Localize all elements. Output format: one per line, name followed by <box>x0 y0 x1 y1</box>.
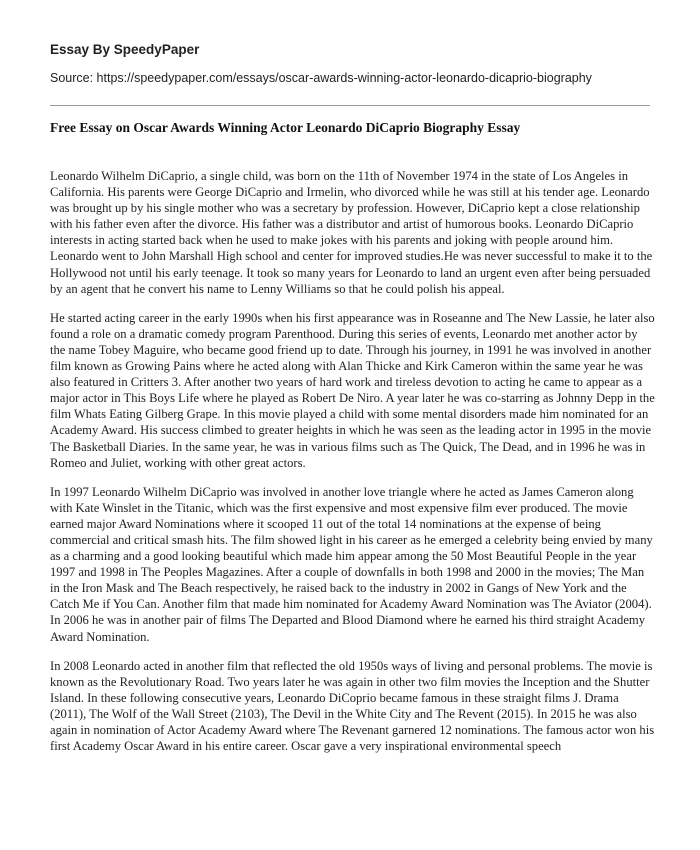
header-title: Essay By SpeedyPaper <box>50 42 200 57</box>
essay-paragraph: He started acting career in the early 1990s when his first appearance was in Roseanne and The New Lassie, he later also found a role on a dramatic comedy program Parenthood. During this series of events, Leonardo met another actor by the name Tobey Maguire, who became good friend up to date. Through his journey, in 1991 he was involved in another film known as Growing Pains where he acted along with Alan Thicke and Kirk Cameron within the same year he was also featured in Critters 3. After another two years of hard work and tireless devotion to acting he came to appear as a major actor in This Boys Life where he played as Robert De Niro. A year later he was co-starring as Johnny Depp in the film Whats Eating Gilberg Grape. In this movie played a child with some mental disorders made him nominated for an Academy Award. His success climbed to greater heights in which he was seen as the leading actor in 1995 in the movie The Basketball Diaries. In the same year, he was in various films such as The Quick, The Dead, and in 1996 he was in Romeo and Juliet, working with other great actors. <box>50 310 655 470</box>
essay-paragraph: In 2008 Leonardo acted in another film that reflected the old 1950s ways of living and personal problems. The movie is known as the Revolutionary Road. Two years later he was again in other two film movies the Inception and the Shutter Island. In these following consecutive years, Leonardo DiCoprio became famous in these straight films J. Drama (2011), The Wolf of the Wall Street (2103), The Devil in the White City and The Revent (2015). In 2015 he was also again in nomination of Actor Academy Award where The Revenant garnered 12 nominations. The famous actor won his first Academy Oscar Award in his entire career. Oscar gave a very inspirational environmental speech <box>50 658 655 754</box>
source-link[interactable]: Source: https://speedypaper.com/essays/oscar-awards-winning-actor-leonardo-dicaprio-biography <box>50 71 592 85</box>
header-divider <box>50 105 650 106</box>
essay-title: Free Essay on Oscar Awards Winning Actor Leonardo DiCaprio Biography Essay <box>50 120 521 135</box>
essay-body <box>50 168 656 767</box>
essay-paragraph: In 1997 Leonardo Wilhelm DiCaprio was involved in another love triangle where he acted as James Cameron along with Kate Winslet in the Titanic, which was the first expensive and most expensive film ever produced. The movie earned major Award Nominations where it scooped 11 out of the total 14 nominations at the expense of being commercial and critical smash hits. The film showed light in his career as he emerged a celebrity being envied by many as a charming and a good looking beautiful which made him appear among the 50 Most Beautiful People in the year 1997 and 1998 in The Peoples Magazines. After a couple of downfalls in both 1998 and 2000 in the movies; The Man in the Iron Mask and The Beach respectively, he raised back to the industry in 2002 in Gangs of New York and the Catch Me if You Can. Another film that made him nominated for Academy Award Nomination was The Aviator (2004). In 2006 he was in another pair of films The Departed and Blood Diamond where he earned his third straight Academy Award Nomination. <box>50 484 653 644</box>
essay-paragraph: Leonardo Wilhelm DiCaprio, a single child, was born on the 11th of November 1974 in the state of Los Angeles in California. His parents were George DiCaprio and Irmelin, who divorced while he was still at his tender age. Leonardo was brought up by his single mother who was a secretary by profession. However, DiCaprio kept a close relationship with his father even after the divorce. His father was a distributor and artist of humorous books. Leonardo DiCaprio interests in acting started back when he used to make jokes with his parents and joking with people around him. Leonardo went to John Marshall High school and center for improved studies.He was never successful to make it to the Hollywood not until his early teenage. It took so many years for Leonardo to land an urgent even after being persuaded by an agent that he convert his name to Lenny Williams so that he could polish his appeal. <box>50 169 653 296</box>
